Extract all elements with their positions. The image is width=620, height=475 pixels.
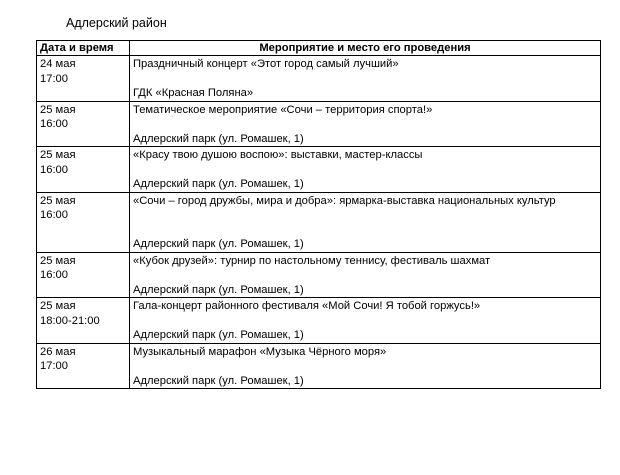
- event-cell: [130, 101, 601, 147]
- table-row: [37, 192, 601, 252]
- event-cell: [130, 56, 601, 102]
- header-event: Мероприятие и место его проведения: [130, 41, 601, 56]
- event-day: 25 мая: [40, 194, 76, 207]
- event-place: Адлерский парк (ул. Ромашек, 1): [133, 374, 304, 387]
- event-day: 25 мая: [40, 300, 76, 312]
- district-title: Адлерский район: [66, 16, 167, 30]
- date-cell: [37, 252, 130, 298]
- event-place: Адлерский парк (ул. Ромашек, 1): [133, 283, 304, 296]
- event-time: 16:00: [40, 209, 68, 221]
- date-cell: [37, 101, 130, 147]
- event-time: 16:00: [40, 163, 68, 176]
- event-place: Адлерский парк (ул. Ромашек, 1): [133, 132, 304, 145]
- event-place: Адлерский парк (ул. Ромашек, 1): [133, 238, 304, 250]
- events-table: [36, 40, 601, 389]
- event-place: Адлерский парк (ул. Ромашек, 1): [133, 178, 304, 190]
- event-title: Праздничный концерт «Этот город самый лучший»: [133, 58, 399, 70]
- event-time: 16:00: [40, 118, 68, 130]
- date-cell: [37, 192, 130, 252]
- event-day: 26 мая: [40, 345, 76, 358]
- event-day: 24 мая: [40, 58, 76, 70]
- table-row: [37, 298, 601, 344]
- event-place: ГДК «Красная Поляна»: [133, 87, 254, 99]
- event-time: 16:00: [40, 269, 68, 281]
- event-time: 18:00-21:00: [40, 314, 100, 327]
- event-cell: [130, 252, 601, 298]
- date-cell: [37, 56, 130, 102]
- table-row: [37, 56, 601, 102]
- event-day: 25 мая: [40, 103, 76, 116]
- event-title: «Красу твою душою воспою»: выставки, мастер-классы: [133, 149, 423, 161]
- header-date: Дата и время: [37, 41, 130, 56]
- table-row: [37, 147, 601, 193]
- date-cell: [37, 147, 130, 193]
- table-row: [37, 252, 601, 298]
- event-cell: [130, 343, 601, 389]
- event-day: 25 мая: [40, 254, 76, 267]
- event-cell: [130, 298, 601, 344]
- event-title: Гала-концерт районного фестиваля «Мой Сочи! Я тобой горжусь!»: [133, 300, 481, 312]
- event-place: Адлерский парк (ул. Ромашек, 1): [133, 329, 304, 341]
- date-cell: [37, 298, 130, 344]
- event-title: Музыкальный марафон «Музыка Чёрного моря»: [133, 345, 387, 358]
- event-cell: [130, 147, 601, 193]
- table-row: [37, 101, 601, 147]
- event-day: 25 мая: [40, 149, 76, 161]
- table-header-row: [37, 41, 601, 56]
- date-cell: [37, 343, 130, 389]
- event-title: «Кубок друзей»: турнир по настольному теннису, фестиваль шахмат: [133, 254, 491, 267]
- event-time: 17:00: [40, 360, 68, 372]
- event-cell: [130, 192, 601, 252]
- table-row: [37, 343, 601, 389]
- event-title: «Сочи – город дружбы, мира и добра»: ярмарка-выставка национальных культур: [133, 194, 556, 207]
- event-title: Тематическое мероприятие «Сочи – территория спорта!»: [133, 103, 433, 116]
- event-time: 17:00: [40, 72, 68, 85]
